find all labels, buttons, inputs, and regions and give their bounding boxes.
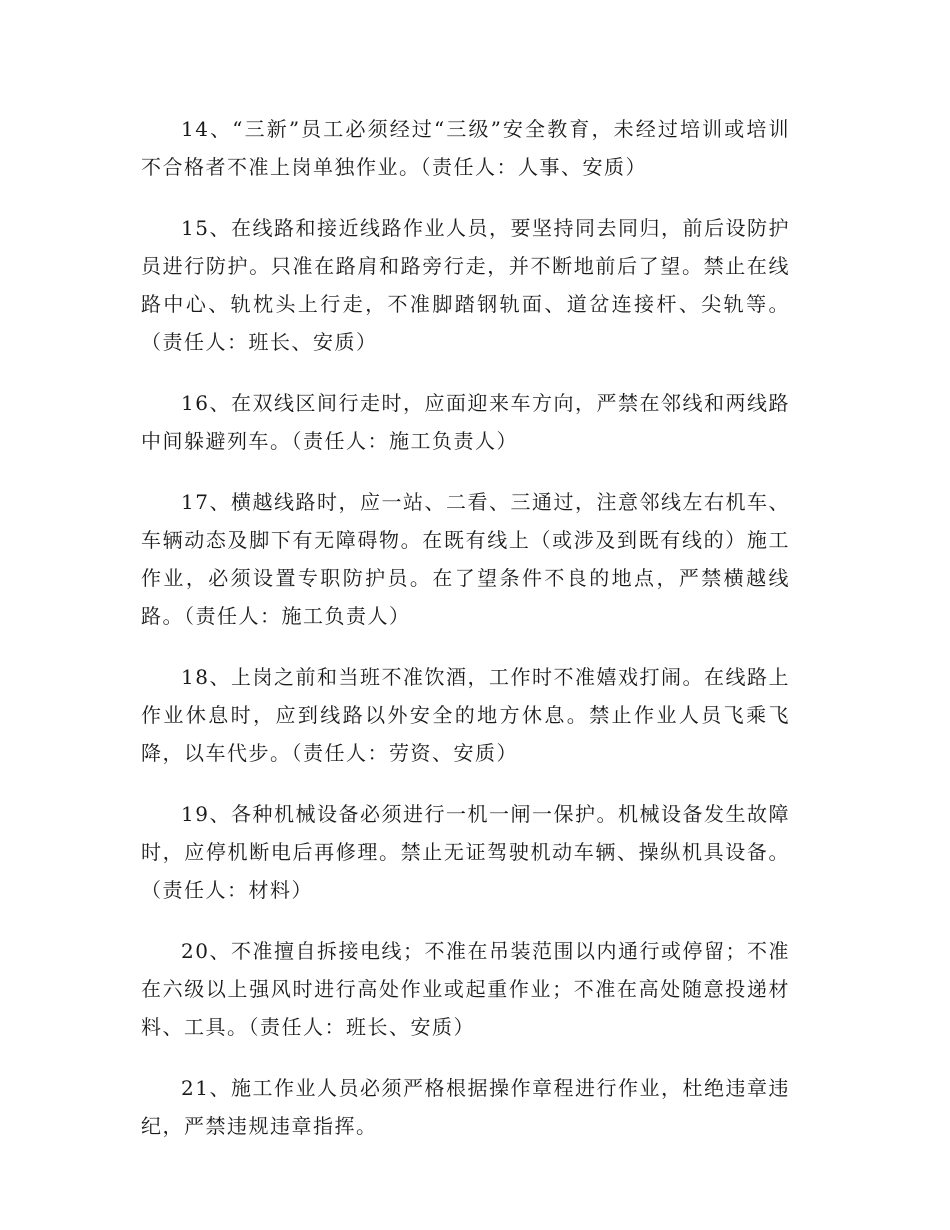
paragraph-15: 15、在线路和接近线路作业人员，要坚持同去同归，前后设防护员进行防护。只准在路肩和路旁行走，并不断地前后了望。禁止在线路中心、轨枕头上行走，不准脚踏钢轨面、道岔连接杆、尖轨等。（责任人：班长、安质） bbox=[141, 216, 790, 354]
paragraph-19: 19、各种机械设备必须进行一机一闸一保护。机械设备发生故障时，应停机断电后再修理。禁止无证驾驶机动车辆、操纵机具设备。（责任人：材料） bbox=[141, 802, 790, 902]
paragraph-20: 20、不准擅自拆接电线；不准在吊装范围以内通行或停留；不准在六级以上强风时进行高处作业或起重作业；不准在高处随意投递材料、工具。（责任人：班长、安质） bbox=[141, 939, 790, 1039]
paragraph-21: 21、施工作业人员必须严格根据操作章程进行作业，杜绝违章违纪，严禁违规违章指挥。 bbox=[141, 1076, 790, 1138]
paragraph-17: 17、横越线路时，应一站、二看、三通过，注意邻线左右机车、车辆动态及脚下有无障碍物。在既有线上（或涉及到既有线的）施工作业，必须设置专职防护员。在了望条件不良的地点，严禁横越线路。（责任人：施工负责人） bbox=[141, 490, 790, 628]
paragraph-16: 16、在双线区间行走时，应面迎来车方向，严禁在邻线和两线路中间躲避列车。（责任人：施工负责人） bbox=[141, 391, 790, 453]
paragraph-14: 14、“三新”员工必须经过“三级”安全教育，未经过培训或培训不合格者不准上岗单独作业。（责任人：人事、安质） bbox=[141, 117, 790, 179]
paragraph-18: 18、上岗之前和当班不准饮酒，工作时不准嬉戏打闹。在线路上作业休息时，应到线路以外安全的地方休息。禁止作业人员飞乘飞降，以车代步。（责任人：劳资、安质） bbox=[141, 665, 790, 765]
